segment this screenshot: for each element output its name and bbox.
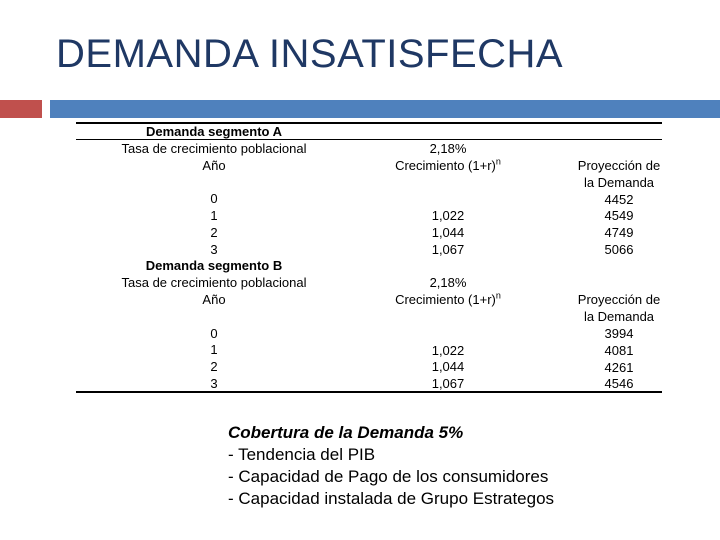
segment-b-growth-label: Crecimiento $(1+r)^n$ bbox=[395, 290, 501, 308]
coverage-note-item: - Capacidad de Pago de los consumidores bbox=[228, 467, 549, 486]
table-column-labels bbox=[100, 124, 328, 393]
table-column-projection bbox=[548, 158, 690, 393]
segment-a-year: 3 bbox=[210, 241, 218, 257]
segment-b-rate-value: 2,18% bbox=[429, 275, 467, 291]
segment-a-rate-label: Tasa de crecimiento poblacional bbox=[121, 140, 307, 156]
segment-a-year: 0 bbox=[210, 191, 218, 207]
segment-a-factor: 1,044 bbox=[431, 224, 465, 240]
segment-b-title: Demanda segmento B bbox=[145, 258, 283, 274]
coverage-heading: Cobertura de la Demanda 5% bbox=[228, 423, 464, 442]
segment-a-projection: 4749 bbox=[604, 225, 634, 241]
segment-b-year: 1 bbox=[210, 342, 218, 358]
segment-b-projection: 4546 bbox=[604, 376, 634, 392]
segment-a-projection-label: la Demanda bbox=[583, 174, 655, 190]
segment-a-projection: 4452 bbox=[604, 191, 634, 207]
segment-b-factor: 1,044 bbox=[431, 359, 465, 375]
segment-b-projection: 4261 bbox=[604, 359, 634, 375]
coverage-note-item: - Capacidad instalada de Grupo Estrategos bbox=[228, 489, 555, 508]
segment-b-projection-label: Proyección de bbox=[577, 292, 661, 308]
segment-b-projection: 4081 bbox=[604, 342, 634, 358]
segment-a-projection: 4549 bbox=[604, 208, 634, 224]
segment-b-factor: 1,022 bbox=[431, 342, 465, 358]
segment-a-factor: 1,022 bbox=[431, 208, 465, 224]
segment-b-year: 0 bbox=[210, 325, 218, 341]
segment-b-year: 2 bbox=[210, 359, 218, 375]
segment-a-growth-label: Crecimiento $(1+r)^n$ bbox=[395, 156, 501, 173]
coverage-note-item: - Tendencia del PIB bbox=[228, 445, 376, 464]
coverage-notes bbox=[228, 422, 554, 510]
segment-b-rate-label: Tasa de crecimiento poblacional bbox=[121, 275, 307, 291]
segment-b-year: 3 bbox=[210, 375, 218, 391]
segment-a-projection: 5066 bbox=[604, 241, 634, 257]
segment-a-year-label: Año bbox=[202, 157, 226, 173]
segment-b-factor: 1,067 bbox=[431, 376, 465, 392]
segment-a-year: 1 bbox=[210, 207, 218, 223]
segment-b-projection: 3994 bbox=[604, 325, 634, 341]
accent-bar-red bbox=[0, 100, 42, 118]
segment-a-title: Demanda segmento A bbox=[145, 124, 283, 139]
segment-a-factor: 1,067 bbox=[431, 241, 465, 257]
slide-title: DEMANDA INSATISFECHA bbox=[56, 32, 564, 76]
segment-a-rate-value: 2,18% bbox=[429, 141, 467, 156]
segment-a-projection-label: Proyección de bbox=[577, 158, 661, 173]
segment-b-projection-label: la Demanda bbox=[583, 309, 655, 325]
segment-a-year: 2 bbox=[210, 224, 218, 240]
segment-b-year-label: Año bbox=[202, 291, 226, 307]
accent-bar-blue bbox=[50, 100, 720, 118]
table-column-growth bbox=[380, 141, 516, 393]
